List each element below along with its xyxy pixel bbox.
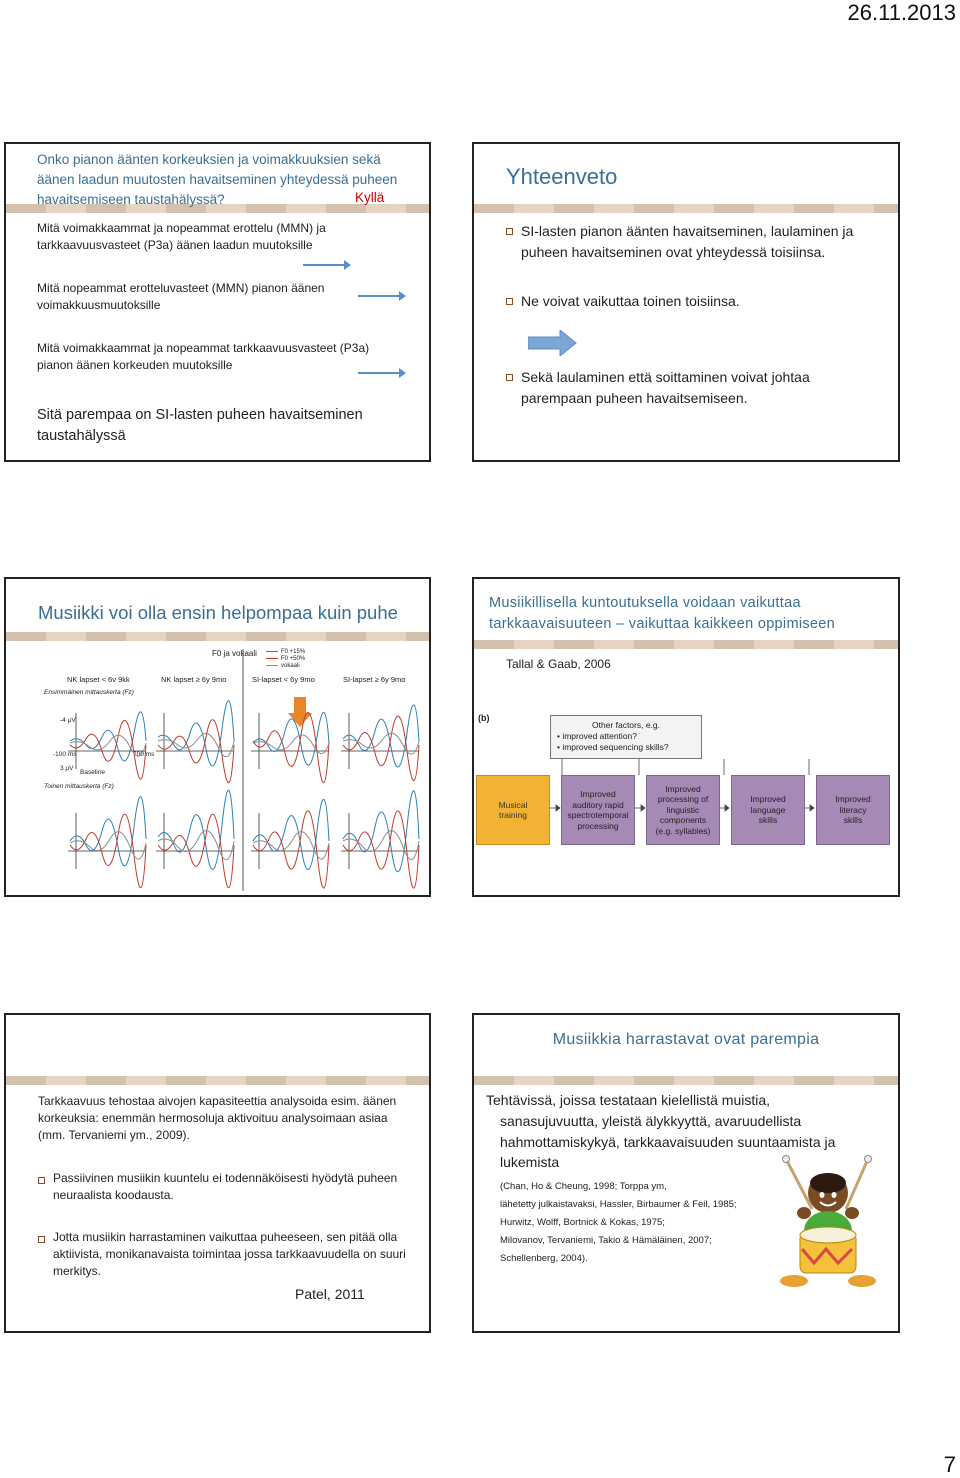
slide1-conclusion: Sitä parempaa on SI-lasten puheen havaitseminen taustahälyssä xyxy=(37,407,363,444)
title-band xyxy=(6,632,429,641)
slide2-title: Yhteenveto xyxy=(506,164,618,189)
slide2-bullet-2: Ne voivat vaikuttaa toinen toisiinsa. xyxy=(521,293,740,309)
group-label-2: NK lapset ≥ 6y 9mo xyxy=(161,675,227,684)
erp-waveforms xyxy=(6,641,429,895)
other-factor-item: • improved attention? xyxy=(557,731,637,741)
slide1-item-2: Mitä nopeammat erotteluvasteet (MMN) pianon äänen voimakkuusmuutoksille xyxy=(37,281,325,312)
group-label-1: NK lapset < 6v 9kk xyxy=(67,675,130,684)
reference-line: lähetetty julkaistavaksi, Hassler, Birbaumer & Feil, 1985; xyxy=(500,1199,737,1210)
time-start-label: -100 ms xyxy=(53,751,77,758)
slide-5 xyxy=(4,1013,431,1333)
bullet-icon xyxy=(38,1236,45,1243)
reference-line: Schellenberg, 2004). xyxy=(500,1253,588,1264)
bullet-icon xyxy=(506,228,513,235)
arrow-icon xyxy=(303,264,345,266)
slide5-citation: Patel, 2011 xyxy=(295,1286,365,1302)
slide5-title: Musiikkia harrastavat ovat parempia xyxy=(552,1031,820,1048)
drummer-child-illustration xyxy=(764,1153,894,1303)
first-measurement-label: Ensimmäinen mittauskerta (Fz) xyxy=(44,689,134,696)
slide6-text-lead: Tehtävissä, joissa testataan kielellistä muistia, xyxy=(486,1092,771,1108)
title-band xyxy=(474,204,898,213)
slide-4 xyxy=(472,577,900,897)
other-factor-item: • improved sequencing skills? xyxy=(557,742,669,752)
slide1-item-3: Mitä voimakkaammat ja nopeammat tarkkaavuusvasteet (P3a) pianon äänen korkeuden muutoksille xyxy=(37,341,370,372)
slide-6 xyxy=(472,1013,900,1333)
slide6-references xyxy=(500,1178,770,1268)
time-end-label: 700 ms xyxy=(133,751,155,758)
title-band xyxy=(474,1076,898,1085)
slide5-bullet-2: Jotta musiikin harrastaminen vaikuttaa puheeseen, sen pitää olla aktiivista, monikanavaista toimintaa jossa tarkkaavuudella on suuri merkitys. xyxy=(53,1230,406,1278)
bullet-icon xyxy=(506,374,513,381)
model-figure xyxy=(474,709,898,895)
other-factors-box xyxy=(550,715,702,759)
bullet-icon xyxy=(506,298,513,305)
reference-line: (Chan, Ho & Cheung, 1998; Torppa ym, xyxy=(500,1181,667,1192)
slide4-title: Musiikillisella kuntoutuksella voidaan vaikuttaa tarkkaavaisuuteen – vaikuttaa kaikkeen oppimiseen xyxy=(489,595,835,632)
box-linguistic-components: Improved processing of linguistic components (e.g. syllables) xyxy=(646,775,720,845)
condition-label: F0 ja vokaali xyxy=(212,649,257,658)
box-musical-training: Musical training xyxy=(476,775,550,845)
slide4-citation: Tallal & Gaab, 2006 xyxy=(506,657,611,671)
box-language-skills: Improved language skills xyxy=(731,775,805,845)
slide-3 xyxy=(4,577,431,897)
reference-line: Hurwitz, Wolff, Bortnick & Kokas, 1975; xyxy=(500,1217,665,1228)
group-label-4: SI-lapset ≥ 6y 9mo xyxy=(343,675,406,684)
block-arrow-icon xyxy=(528,330,578,356)
reference-line: Milovanov, Tervaniemi, Takio & Hämäläinen, 2007; xyxy=(500,1235,712,1246)
legend-item: F0 +50% xyxy=(266,656,305,663)
other-factors-heading: Other factors, e.g. xyxy=(591,720,661,730)
slide1-question: Onko pianon äänten korkeuksien ja voimakkuuksien sekä äänen laadun muutosten havaitseminen yhteydessä puheen havaitsemiseen taustahälyssä? xyxy=(37,152,398,207)
second-measurement-label: Toinen mittauskerta (Fz) xyxy=(44,783,114,790)
slide-2 xyxy=(472,142,900,462)
slide1-item-1: Mitä voimakkaammat ja nopeammat erottelu (MMN) ja tarkkaavuusvasteet (P3a) äänen laadun muutoksille xyxy=(37,221,326,252)
slide3-title: Musiikki voi olla ensin helpompaa kuin puhe xyxy=(38,602,398,623)
slide2-bullet-3: Sekä laulaminen että soittaminen voivat johtaa parempaan puheen havaitsemiseen. xyxy=(521,369,810,406)
baseline-label: Baseline xyxy=(80,769,105,776)
amplitude-top-label: -4 μV xyxy=(60,717,76,724)
panel-label: (b) xyxy=(478,713,490,723)
slide5-intro: Tarkkaavuus tehostaa aivojen kapasiteettia analysoida esim. äänen korkeuksia: enemmän hermosoluja aktivoituu analysoimaan asiaa (mm. Tervaniemi ym., 2009). xyxy=(38,1094,397,1142)
page-number: 7 xyxy=(943,1452,956,1477)
legend-item: F0 +15% xyxy=(266,649,305,656)
amplitude-bottom-label: 3 μV xyxy=(60,765,74,772)
group-label-3: SI-lapset < 6y 9mo xyxy=(252,675,315,684)
box-literacy-skills: Improved literacy skills xyxy=(816,775,890,845)
erp-figure xyxy=(6,641,429,895)
slide5-bullet-1: Passiivinen musiikin kuuntelu ei todennäköisesti hyödytä puheen neuraalista koodausta. xyxy=(53,1171,398,1202)
slide6-text-rest: sanasujuvuutta, yleistä älykkyyttä, avaruudellista hahmottamiskykyä, tarkkaavaisuuden suuntaamista ja lukemista xyxy=(500,1113,836,1170)
arrow-icon xyxy=(358,295,400,297)
arrow-icon xyxy=(358,372,400,374)
title-band xyxy=(474,640,898,649)
slide2-bullet-1: SI-lasten pianon äänten havaitseminen, laulaminen ja puheen havaitseminen ovat yhteydessä toisiinsa. xyxy=(521,223,854,260)
header-date: 26.11.2013 xyxy=(847,0,956,25)
bullet-icon xyxy=(38,1177,45,1184)
slide-1 xyxy=(4,142,431,462)
title-band xyxy=(6,1076,429,1085)
box-auditory-processing: Improved auditory rapid spectrotemporal processing xyxy=(561,775,635,845)
legend-item: vokaali xyxy=(266,663,305,670)
slide1-answer: Kyllä xyxy=(355,190,385,205)
